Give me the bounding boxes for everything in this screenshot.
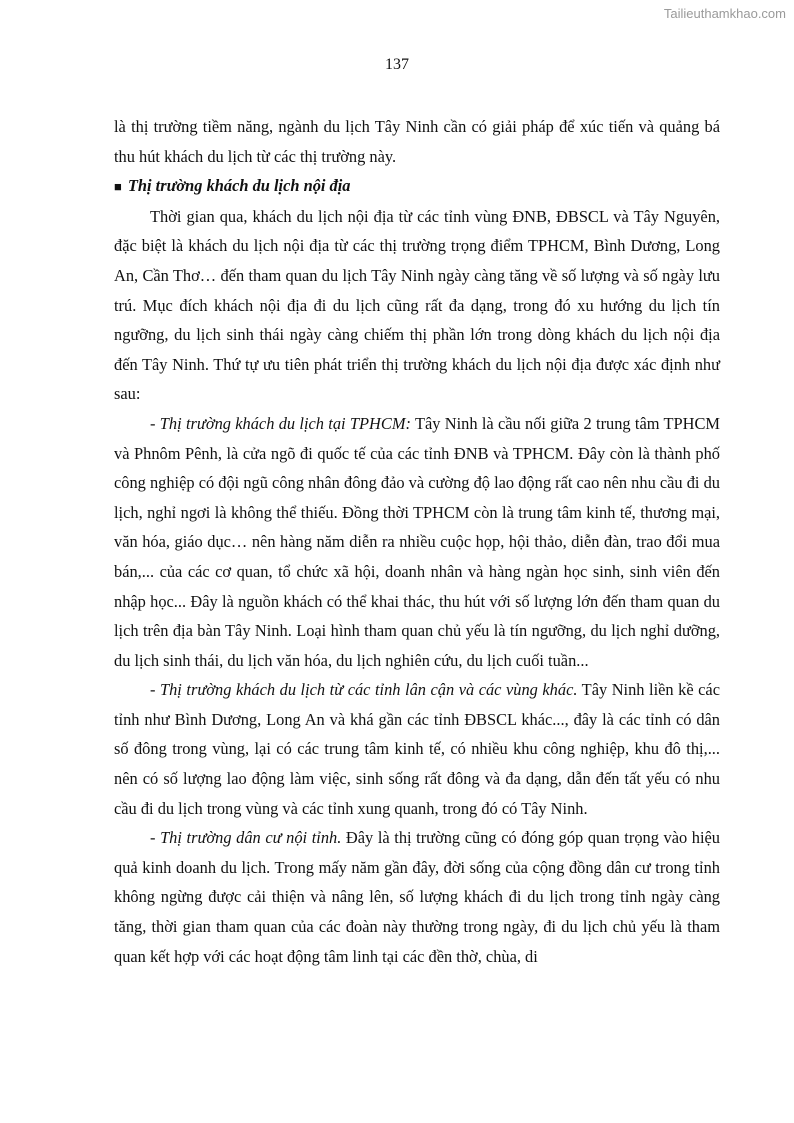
overview-paragraph: Thời gian qua, khách du lịch nội địa từ các tỉnh vùng ĐNB, ĐBSCL và Tây Nguyên, đặc biệt là khách du lịch nội địa từ các thị trường trọng điểm TPHCM, Bình Dương, Long An, Cần Thơ… đến tham quan du lịch Tây Ninh ngày càng tăng về số lượng và số ngày lưu trú. Mục đích khách nội địa đi du lịch cũng rất đa dạng, trong đó xu hướng du lịch tín ngưỡng, du lịch sinh thái ngày càng chiếm thị phần lớn trong dòng khách du lịch nội địa đến Tây Ninh. Thứ tự ưu tiên phát triển thị trường khách du lịch nội địa được xác định như sau:	[114, 206, 720, 404]
section-heading	[114, 171, 720, 202]
neighbor-market-text: Tây Ninh liền kề các tỉnh như Bình Dương, Long An và khá gần các tỉnh ĐBSCL khác..., đây là các tỉnh có dân số đông trong vùng, lại có các trung tâm kinh tế, có nhiều khu công nghiệp, khu đô thị,... nên có số lượng lao động làm việc, sinh sống rất đông và đa dạng, dẫn đến tất yếu có nhu cầu đi du lịch trong vùng và các tỉnh xung quanh, trong đó có Tây Ninh.	[114, 680, 720, 818]
tphcm-market-text: Tây Ninh là cầu nối giữa 2 trung tâm TPHCM và Phnôm Pênh, là cửa ngõ đi quốc tế của các tỉnh ĐNB và TPHCM. Đây còn là thành phố công nghiệp có đội ngũ công nhân đông đảo và cường độ lao động rất cao nên nhu cầu đi du lịch, nghỉ ngơi là không thể thiếu. Đồng thời TPHCM còn là trung tâm kinh tế, thương mại, văn hóa, giáo dục… nên hàng năm diễn ra nhiều cuộc họp, hội thảo, diễn đàn, trao đổi mua bán,... của các cơ quan, tổ chức xã hội, doanh nhân và hàng ngàn học sinh, sinh viên đến nhập học... Đây là nguồn khách có thể khai thác, thu hút với số lượng lớn đến tham quan du lịch trên địa bàn Tây Ninh. Loại hình tham quan chủ yếu là tín ngưỡng, du lịch nghỉ dưỡng, du lịch sinh thái, du lịch văn hóa, du lịch nghiên cứu, du lịch cuối tuần...	[114, 413, 720, 670]
page-number: 137	[385, 56, 409, 73]
tphcm-market-paragraph	[114, 409, 720, 675]
page-body	[114, 112, 720, 971]
local-market-paragraph	[114, 823, 720, 971]
local-market-label: - Thị trường dân cư nội tỉnh.	[150, 828, 342, 848]
neighbor-market-paragraph	[114, 675, 720, 823]
square-bullet-icon: ■	[114, 179, 122, 195]
neighbor-market-label: - Thị trường khách du lịch từ các tỉnh lân cận và các vùng khác.	[150, 680, 578, 700]
watermark: Tailieuthamkhao.com	[663, 6, 786, 21]
intro-paragraph: là thị trường tiềm năng, ngành du lịch Tây Ninh cần có giải pháp để xúc tiến và quảng bá thu hút khách du lịch từ các thị trường này.	[114, 117, 720, 166]
tphcm-market-label: - Thị trường khách du lịch tại TPHCM:	[150, 413, 411, 433]
local-market-text: Đây là thị trường cũng có đóng góp quan trọng vào hiệu quả kinh doanh du lịch. Trong mấy năm gần đây, đời sống của cộng đồng dân cư trong tỉnh không ngừng được cải thiện và nâng lên, số lượng khách đi du lịch trong tỉnh ngày càng tăng, thời gian tham quan của các đoàn này thường trong ngày, đi du lịch chủ yếu là tham quan kết hợp với các hoạt động tâm linh tại các đền thờ, chùa, di	[114, 828, 721, 966]
section-heading-text: Thị trường khách du lịch nội địa	[127, 176, 351, 196]
